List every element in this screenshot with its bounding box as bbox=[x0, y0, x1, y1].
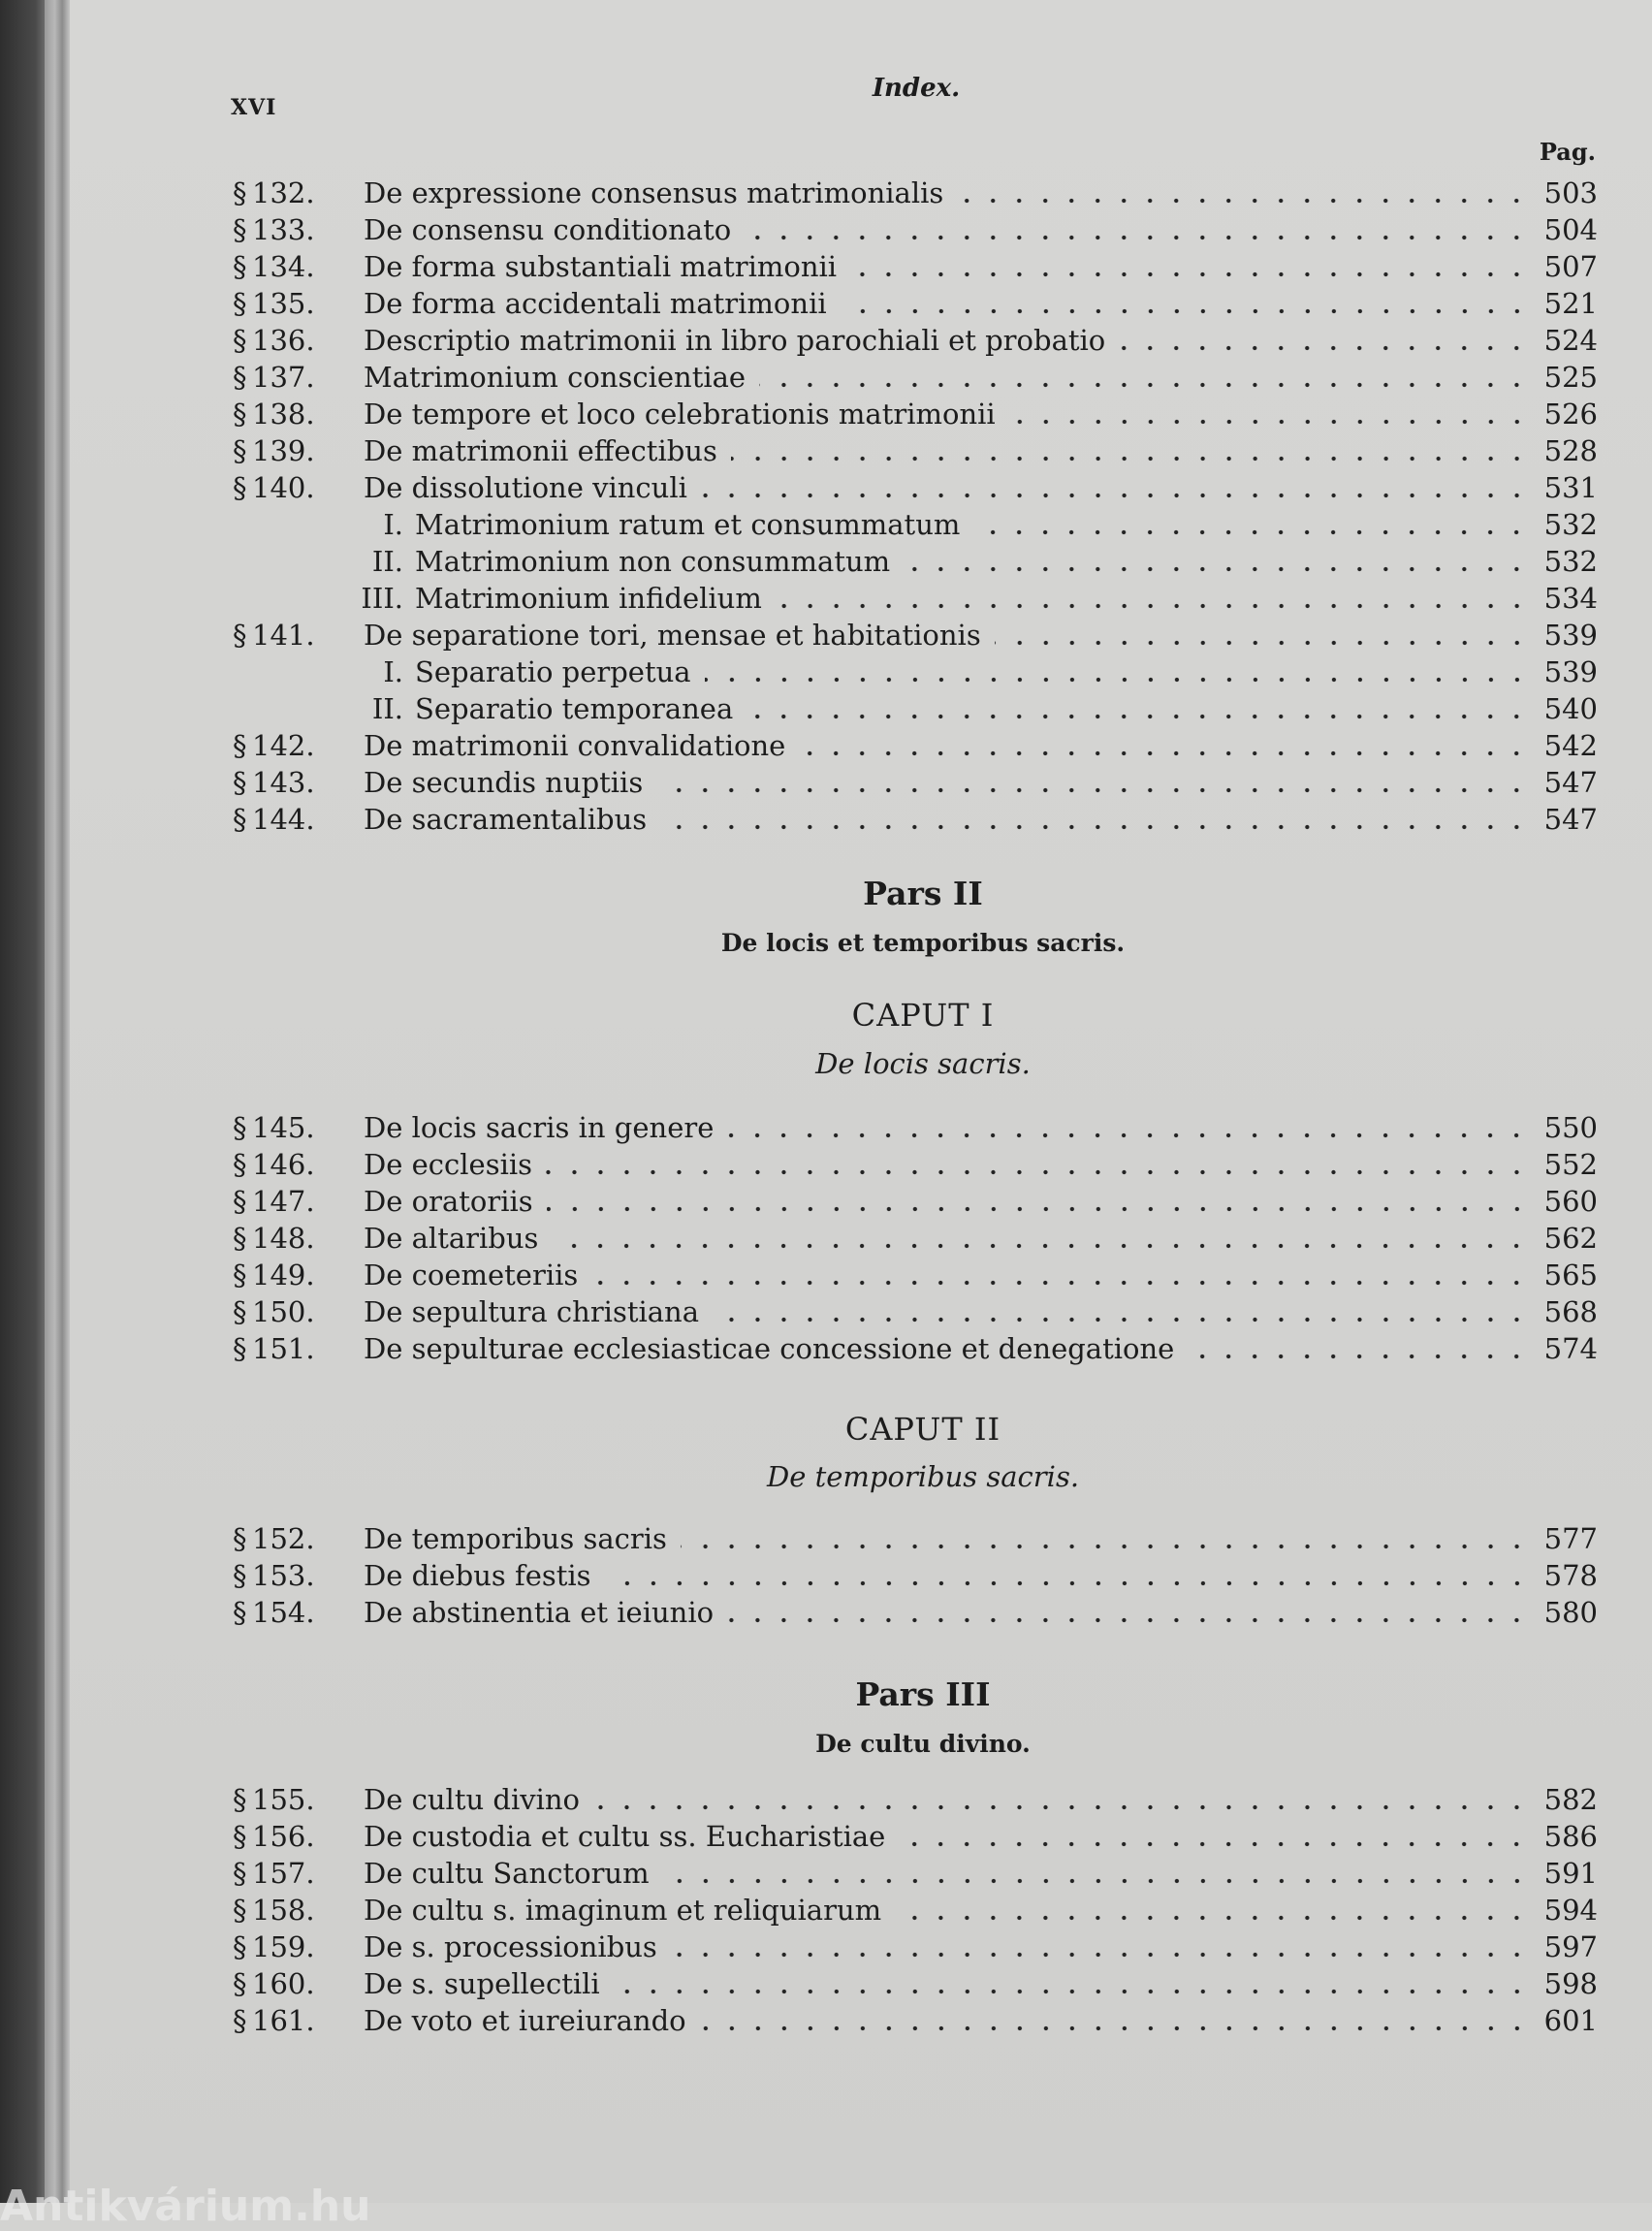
section-sign: § bbox=[233, 1930, 247, 1963]
entry-title: De cultu Sanctorum bbox=[364, 1857, 650, 1890]
section-number: 133. bbox=[252, 213, 315, 246]
page-number: 547 bbox=[1543, 766, 1598, 799]
toc-group-cultu-divino bbox=[233, 1783, 1598, 2041]
toc-entry bbox=[233, 1596, 1598, 1633]
dot-leader bbox=[727, 1617, 1530, 1623]
section-number: 132. bbox=[252, 176, 315, 209]
entry-title: De s. supellectili bbox=[364, 1967, 600, 2000]
page-number: 552 bbox=[1543, 1148, 1598, 1181]
dot-leader bbox=[546, 1169, 1530, 1175]
toc-entry bbox=[233, 176, 1598, 213]
entry-title: De cultu s. imaginum et reliquiarum bbox=[364, 1894, 882, 1927]
heading-caput-ii-subtitle: De temporibus sacris. bbox=[766, 1460, 1080, 1493]
dot-leader bbox=[904, 566, 1530, 572]
page-number: 540 bbox=[1543, 692, 1598, 725]
section-sign: § bbox=[233, 287, 247, 320]
page-edge bbox=[45, 0, 70, 2203]
toc-entry bbox=[233, 619, 1598, 655]
section-sign: § bbox=[233, 1185, 247, 1218]
entry-title: Matrimonium conscientiae bbox=[364, 361, 747, 394]
page-number: 547 bbox=[1543, 803, 1598, 836]
entry-title: Separatio temporanea bbox=[415, 692, 734, 725]
toc-entry bbox=[233, 1967, 1598, 2004]
section-sign: § bbox=[233, 1783, 247, 1816]
dot-leader bbox=[995, 640, 1530, 646]
toc-entry bbox=[233, 471, 1598, 508]
entry-title: Matrimonium infidelium bbox=[415, 582, 762, 615]
toc-entry bbox=[233, 655, 1598, 692]
entry-title: Descriptio matrimonii in libro parochiali et probatio bbox=[364, 324, 1106, 357]
section-sign: § bbox=[233, 1596, 247, 1629]
page-number: 532 bbox=[1543, 508, 1598, 541]
toc-entry bbox=[233, 213, 1598, 250]
section-number: 157. bbox=[252, 1857, 315, 1890]
page-number: 577 bbox=[1543, 1522, 1598, 1555]
dot-leader bbox=[700, 2025, 1530, 2031]
dot-leader bbox=[1119, 345, 1530, 351]
section-sign: § bbox=[233, 1259, 247, 1291]
page-number: 503 bbox=[1543, 176, 1598, 209]
entry-title: Matrimonium ratum et consummatum bbox=[415, 508, 961, 541]
subsection-numeral: I. bbox=[383, 508, 403, 541]
dot-leader bbox=[759, 382, 1530, 388]
entry-title: De abstinentia et ieiunio bbox=[364, 1596, 715, 1629]
section-number: 152. bbox=[252, 1522, 315, 1555]
entry-title: De dissolutione vinculi bbox=[364, 471, 687, 504]
dot-leader bbox=[799, 750, 1530, 756]
section-number: 143. bbox=[252, 766, 315, 799]
dot-leader bbox=[713, 1317, 1530, 1323]
section-sign: § bbox=[233, 176, 247, 209]
toc-entry bbox=[233, 250, 1598, 287]
section-sign: § bbox=[233, 1820, 247, 1853]
dot-leader bbox=[731, 456, 1530, 462]
section-number: 155. bbox=[252, 1783, 315, 1816]
toc-entry bbox=[233, 1522, 1598, 1559]
page-folio: XVI bbox=[231, 95, 277, 120]
page-number: 582 bbox=[1543, 1783, 1598, 1816]
section-sign: § bbox=[233, 2004, 247, 2037]
toc-entry bbox=[233, 287, 1598, 324]
dot-leader bbox=[701, 493, 1530, 498]
entry-title: De locis sacris in genere bbox=[364, 1111, 715, 1144]
section-sign: § bbox=[233, 1222, 247, 1255]
dot-leader bbox=[656, 787, 1530, 793]
subsection-numeral: II. bbox=[371, 692, 403, 725]
page-number: 586 bbox=[1543, 1820, 1598, 1853]
section-sign: § bbox=[233, 1967, 247, 2000]
section-number: 158. bbox=[252, 1894, 315, 1927]
dot-leader bbox=[747, 714, 1530, 719]
book-spine-shadow bbox=[0, 0, 45, 2203]
page-number: 539 bbox=[1543, 655, 1598, 688]
page-number: 597 bbox=[1543, 1930, 1598, 1963]
page-number: 601 bbox=[1543, 2004, 1598, 2037]
section-number: 144. bbox=[252, 803, 315, 836]
entry-title: De sacramentalibus bbox=[364, 803, 648, 836]
section-sign: § bbox=[233, 729, 247, 762]
page-number: 525 bbox=[1543, 361, 1598, 394]
page-number: 539 bbox=[1543, 619, 1598, 652]
entry-title: Matrimonium non consummatum bbox=[415, 545, 891, 578]
section-sign: § bbox=[233, 1148, 247, 1181]
page-number: 565 bbox=[1543, 1259, 1598, 1291]
entry-title: De ecclesiis bbox=[364, 1148, 533, 1181]
entry-title: De forma accidentali matrimonii bbox=[364, 287, 827, 320]
section-sign: § bbox=[233, 803, 247, 836]
page-number: 578 bbox=[1543, 1559, 1598, 1592]
toc-entry bbox=[233, 1857, 1598, 1894]
dot-leader bbox=[547, 1206, 1530, 1212]
toc-entry bbox=[233, 398, 1598, 434]
section-number: 160. bbox=[252, 1967, 315, 2000]
toc-entry bbox=[233, 729, 1598, 766]
section-sign: § bbox=[233, 766, 247, 799]
section-sign: § bbox=[233, 1894, 247, 1927]
page-number: 528 bbox=[1543, 434, 1598, 467]
dot-leader bbox=[745, 235, 1530, 240]
page-number: 568 bbox=[1543, 1295, 1598, 1328]
entry-title: De tempore et loco celebrationis matrimonii bbox=[364, 398, 996, 430]
entry-title: De secundis nuptiis bbox=[364, 766, 644, 799]
toc-entry bbox=[233, 1148, 1598, 1185]
toc-group-locis-sacris bbox=[233, 1111, 1598, 1369]
toc-entry bbox=[233, 1894, 1598, 1930]
toc-group-temporibus-sacris bbox=[233, 1522, 1598, 1633]
section-sign: § bbox=[233, 619, 247, 652]
page-number: 534 bbox=[1543, 582, 1598, 615]
entry-title: De sepultura christiana bbox=[364, 1295, 700, 1328]
section-sign: § bbox=[233, 398, 247, 430]
dot-leader bbox=[727, 1132, 1530, 1138]
toc-entry bbox=[233, 434, 1598, 471]
heading-pars-ii: Pars II bbox=[863, 875, 983, 912]
section-number: 134. bbox=[252, 250, 315, 283]
dot-leader bbox=[605, 1580, 1530, 1586]
page-number: 598 bbox=[1543, 1967, 1598, 2000]
section-sign: § bbox=[233, 361, 247, 394]
toc-entry bbox=[233, 692, 1598, 729]
page-number: 542 bbox=[1543, 729, 1598, 762]
toc-entry bbox=[233, 2004, 1598, 2041]
running-head: Index. bbox=[872, 74, 961, 103]
page-number: 532 bbox=[1543, 545, 1598, 578]
toc-group-matrimony bbox=[233, 176, 1598, 840]
toc-entry bbox=[233, 1185, 1598, 1222]
entry-title: De altaribus bbox=[364, 1222, 539, 1255]
toc-entry bbox=[233, 1783, 1598, 1820]
toc-entry bbox=[233, 1332, 1598, 1369]
dot-leader bbox=[663, 1878, 1530, 1884]
section-number: 135. bbox=[252, 287, 315, 320]
dot-leader bbox=[1188, 1354, 1530, 1359]
section-sign: § bbox=[233, 1857, 247, 1890]
dot-leader bbox=[593, 1804, 1530, 1810]
section-number: 147. bbox=[252, 1185, 315, 1218]
section-number: 161. bbox=[252, 2004, 315, 2037]
page-number: 504 bbox=[1543, 213, 1598, 246]
section-number: 138. bbox=[252, 398, 315, 430]
toc-entry bbox=[233, 582, 1598, 619]
toc-entry bbox=[233, 1295, 1598, 1332]
toc-entry bbox=[233, 361, 1598, 398]
entry-title: De cultu divino bbox=[364, 1783, 581, 1816]
section-number: 136. bbox=[252, 324, 315, 357]
toc-entry bbox=[233, 324, 1598, 361]
section-number: 159. bbox=[252, 1930, 315, 1963]
entry-title: De temporibus sacris bbox=[364, 1522, 667, 1555]
entry-title: De diebus festis bbox=[364, 1559, 591, 1592]
entry-title: Separatio perpetua bbox=[415, 655, 691, 688]
entry-title: De oratoriis bbox=[364, 1185, 533, 1218]
page-number: 531 bbox=[1543, 471, 1598, 504]
heading-pars-iii: Pars III bbox=[855, 1675, 991, 1713]
dot-leader bbox=[899, 1841, 1530, 1847]
page-number: 526 bbox=[1543, 398, 1598, 430]
dot-leader bbox=[895, 1915, 1530, 1921]
section-number: 137. bbox=[252, 361, 315, 394]
section-sign: § bbox=[233, 1111, 247, 1144]
entry-title: De voto et iureiurando bbox=[364, 2004, 686, 2037]
heading-pars-ii-subtitle: De locis et temporibus sacris. bbox=[720, 929, 1126, 957]
dot-leader bbox=[1009, 419, 1530, 425]
entry-title: De sepulturae ecclesiasticae concessione et denegatione bbox=[364, 1332, 1175, 1365]
page-number: 591 bbox=[1543, 1857, 1598, 1890]
section-number: 148. bbox=[252, 1222, 315, 1255]
entry-title: De coemeteriis bbox=[364, 1259, 579, 1291]
page-number: 524 bbox=[1543, 324, 1598, 357]
page-number: 594 bbox=[1543, 1894, 1598, 1927]
entry-title: De forma substantiali matrimonii bbox=[364, 250, 838, 283]
subsection-numeral: II. bbox=[371, 545, 403, 578]
dot-leader bbox=[591, 1280, 1530, 1286]
toc-entry bbox=[233, 803, 1598, 840]
section-number: 150. bbox=[252, 1295, 315, 1328]
page-number: 521 bbox=[1543, 287, 1598, 320]
pag-column-label: Pag. bbox=[1539, 138, 1596, 166]
section-sign: § bbox=[233, 1332, 247, 1365]
toc-entry bbox=[233, 1930, 1598, 1967]
toc-entry bbox=[233, 1820, 1598, 1857]
section-sign: § bbox=[233, 1295, 247, 1328]
section-number: 146. bbox=[252, 1148, 315, 1181]
page-number: 550 bbox=[1543, 1111, 1598, 1144]
entry-title: De s. processionibus bbox=[364, 1930, 657, 1963]
section-sign: § bbox=[233, 471, 247, 504]
subsection-numeral: III. bbox=[361, 582, 403, 615]
entry-title: De matrimonii convalidatione bbox=[364, 729, 786, 762]
entry-title: De custodia et cultu ss. Eucharistiae bbox=[364, 1820, 886, 1853]
dot-leader bbox=[850, 271, 1530, 277]
toc-entry bbox=[233, 1111, 1598, 1148]
page-number: 507 bbox=[1543, 250, 1598, 283]
entry-title: De consensu conditionato bbox=[364, 213, 732, 246]
entry-title: De expressione consensus matrimonialis bbox=[364, 176, 944, 209]
page-number: 574 bbox=[1543, 1332, 1598, 1365]
section-number: 140. bbox=[252, 471, 315, 504]
entry-title: De matrimonii effectibus bbox=[364, 434, 717, 467]
section-number: 153. bbox=[252, 1559, 315, 1592]
dot-leader bbox=[671, 1952, 1530, 1958]
heading-caput-i: CAPUT I bbox=[851, 997, 995, 1034]
toc-entry bbox=[233, 508, 1598, 545]
dot-leader bbox=[681, 1544, 1530, 1549]
watermark: Antikvárium.hu bbox=[0, 2182, 371, 2231]
toc-entry bbox=[233, 766, 1598, 803]
dot-leader bbox=[614, 1989, 1530, 1994]
heading-pars-iii-subtitle: De cultu divino. bbox=[815, 1730, 1031, 1758]
dot-leader bbox=[776, 603, 1530, 609]
dot-leader bbox=[660, 824, 1530, 830]
dot-leader bbox=[552, 1243, 1530, 1249]
section-sign: § bbox=[233, 1559, 247, 1592]
toc-entry bbox=[233, 1222, 1598, 1259]
heading-caput-i-subtitle: De locis sacris. bbox=[815, 1047, 1031, 1080]
dot-leader bbox=[957, 198, 1530, 204]
page-number: 562 bbox=[1543, 1222, 1598, 1255]
section-number: 151. bbox=[252, 1332, 315, 1365]
toc-entry bbox=[233, 545, 1598, 582]
dot-leader bbox=[841, 308, 1530, 314]
section-number: 139. bbox=[252, 434, 315, 467]
section-number: 154. bbox=[252, 1596, 315, 1629]
section-sign: § bbox=[233, 1522, 247, 1555]
page-number: 580 bbox=[1543, 1596, 1598, 1629]
dot-leader bbox=[705, 677, 1530, 683]
section-sign: § bbox=[233, 250, 247, 283]
section-number: 149. bbox=[252, 1259, 315, 1291]
toc-entry bbox=[233, 1259, 1598, 1295]
section-number: 145. bbox=[252, 1111, 315, 1144]
section-sign: § bbox=[233, 434, 247, 467]
section-number: 156. bbox=[252, 1820, 315, 1853]
page-number: 560 bbox=[1543, 1185, 1598, 1218]
entry-title: De separatione tori, mensae et habitationis bbox=[364, 619, 981, 652]
section-number: 141. bbox=[252, 619, 315, 652]
section-number: 142. bbox=[252, 729, 315, 762]
section-sign: § bbox=[233, 213, 247, 246]
toc-entry bbox=[233, 1559, 1598, 1596]
section-sign: § bbox=[233, 324, 247, 357]
heading-caput-ii: CAPUT II bbox=[844, 1411, 1001, 1448]
subsection-numeral: I. bbox=[383, 655, 403, 688]
dot-leader bbox=[973, 529, 1530, 535]
